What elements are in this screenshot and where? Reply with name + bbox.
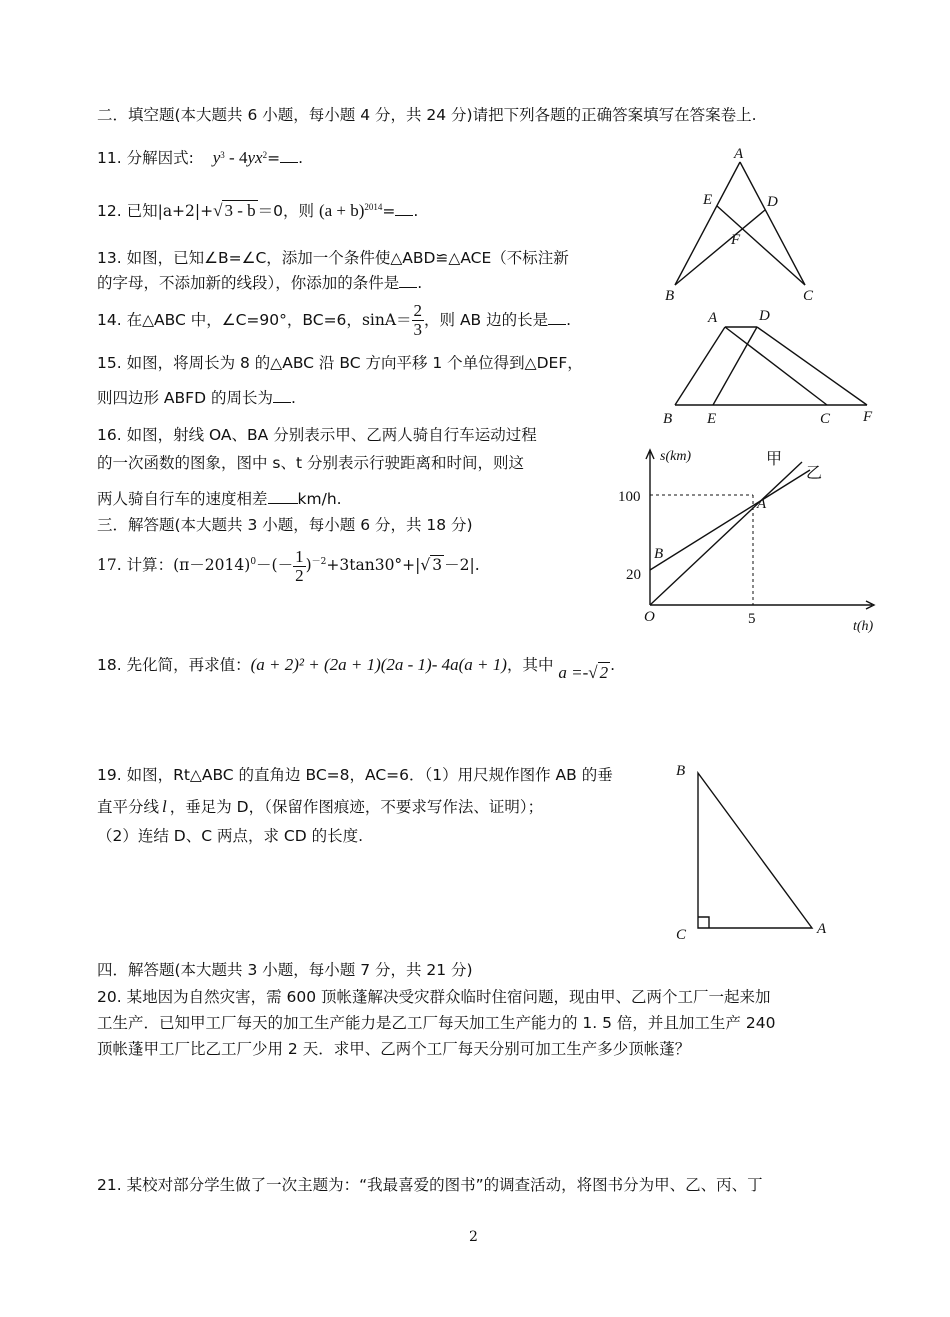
q17-exp2: －2 [311,557,327,567]
q19-line2a: 直平分线 [97,798,160,816]
q13-line1: 13. 如图，已知∠B=∠C，添加一个条件使△ABD≌△ACE（不标注新 [97,249,569,267]
fig3-line-BA-yi [650,470,810,570]
q12-abs: a+2|+ [162,202,214,220]
q12-label: 12. 已知| [97,202,163,220]
q14-suffix: ，则 AB 边的长是 [424,311,549,329]
q19-l: l [162,797,167,816]
q11-expression: $y^3 - 4yx^2$ [212,148,268,167]
page-number: 2 [469,1229,478,1245]
q19-line2b: ，垂足为 D，（保留作图痕迹，不要求写作法、证明）； [169,798,544,816]
q11-eq: = [267,149,281,167]
fig4-label-B: B [676,763,686,779]
q17-part3: +3tan30°+| [326,556,421,574]
q14-answer-blank[interactable] [548,324,566,325]
q19-line2 [97,797,543,817]
q15-line2 [97,388,296,408]
fig4-triangle [698,773,812,928]
figure-q16-graph [610,440,890,635]
fig1-label-E: E [703,192,713,208]
q13-line2-text: 的字母，不添加新的线段），你添加的条件是 [97,274,400,292]
fig3-tick-5: 5 [748,611,756,627]
q14-prefix: 14. 在△ABC 中，∠C=90°，BC=6， [97,311,362,329]
figure-q19 [670,755,845,945]
fig3-ylabel: s(km) [660,449,692,464]
fig2-label-B: B [663,411,673,427]
q15-line2-text: 则四边形 ABFD 的周长为 [97,389,273,407]
q12-answer-blank[interactable] [395,215,413,216]
fig1-label-A: A [734,146,744,162]
q17-part2: －(－ [256,556,294,574]
fig1-label-B: B [665,288,675,304]
q13-end: . [417,274,423,292]
section4-header: 四．解答题(本大题共 3 小题，每小题 7 分，共 21 分) [97,961,473,979]
q20-line2: 工生产．已知甲工厂每天的加工生产能力是乙工厂每天加工生产能力的 1. 5 倍，并且加工生产 240 [97,1014,776,1032]
fig1-label-F: F [731,232,741,248]
fig2-side-AB [675,327,725,405]
q21-line1: 21. 某校对部分学生做了一次主题为：“我最喜爱的图书”的调查活动，将图书分为甲、乙、丙、丁 [97,1176,763,1194]
q16-answer-blank[interactable] [268,503,298,504]
q14-num: 2 [413,301,423,320]
q15-end: . [290,389,296,407]
q12-radicand: 3 - b [224,201,256,220]
q12-base: (a + b) [318,201,365,220]
fig1-label-D: D [767,194,778,210]
q12-power [319,201,382,220]
q20-line3: 顶帐蓬甲工厂比乙工厂少用 2 天．求甲、乙两个工厂每天分别可加工生产多少顶帐蓬？ [97,1040,691,1058]
fig3-label-A: A [757,496,767,512]
fig2-label-D: D [759,308,770,324]
q11-end: . [298,149,303,167]
fig2-label-E: E [707,411,717,427]
fig2-label-F: F [863,409,873,425]
q12 [97,200,418,221]
figure-q13 [655,140,835,305]
q18 [97,655,616,682]
q12-eq: = [382,202,396,220]
q17-part4: －2|. [444,556,480,574]
figure-q15 [655,302,885,432]
fig4-right-angle-mark [698,917,709,928]
q14-fraction [412,302,425,339]
q14-den: 3 [413,320,423,339]
q18-prefix: 18. 先化简，再求值： [97,656,251,674]
fig4-label-A: A [817,921,827,937]
q12-end: . [413,202,419,220]
fig3-tick-100: 100 [618,489,641,505]
fig3-label-B: B [654,546,664,562]
fig1-segment-BD [675,210,765,285]
fig1-side-AB [675,162,740,285]
fig3-xlabel: t(h) [853,619,874,634]
q17-radicand: 3 [432,556,443,574]
q20-line1: 20. 某地因为自然灾害，需 600 顶帐蓬解决受灾群众临时住宿问题，现由甲、乙两个工厂一起来加 [97,988,771,1006]
fig2-side-DE [713,327,757,405]
q16-line1: 16. 如图，射线 OA、BA 分别表示甲、乙两人骑自行车运动过程 [97,426,537,444]
q17: 17. 计算：$(\pi-2014)^0-(-$ $\frac{1}{2}$ )$^{-2}$+3tan30°+|√ 3 －2|. [97,546,480,585]
q15-answer-blank[interactable] [273,402,291,403]
q16-line3 [97,489,342,509]
fig3-label-O: O [644,609,655,625]
q17-num: 1 [295,546,304,566]
q15-line1: 15. 如图，将周长为 8 的△ABC 沿 BC 方向平移 1 个单位得到△DEF， [97,354,583,372]
q17-exp0: 0 [250,557,257,567]
fig1-label-C: C [803,288,814,304]
q18-condition: a =-√ 2 [558,663,609,682]
q17-prefix: 17. 计算：(π－2014) [97,556,251,574]
q18-mid: ，其中 [506,656,554,674]
q16-unit: km/h. [297,490,342,508]
section2-header: 二．填空题(本大题共 6 小题，每小题 4 分，共 24 分)请把下列各题的正确答案填写在答案卷上. [97,106,757,124]
fig3-label-yi: 乙 [806,463,823,482]
q18-cond: a =- [558,663,589,682]
q14 [97,300,571,340]
q19-line3: （2）连结 D、C 两点，求 CD 的长度. [97,827,364,845]
fig3-label-jia: 甲 [766,449,783,468]
q11 [97,148,303,168]
q14-end: . [566,311,572,329]
q13-answer-blank[interactable] [399,287,417,288]
q19-line1: 19. 如图，Rt△ABC 的直角边 BC=8，AC=6．（1）用尺规作图作 AB 的垂 [97,766,613,784]
q17-fraction [293,548,306,585]
q16-line3-text: 两人骑自行车的速度相差 [97,490,268,508]
q14-sin: sinA＝ [361,311,412,329]
q18-radicand: 2 [599,663,609,682]
q13-line2 [97,273,422,293]
section3-header: 三．解答题(本大题共 3 小题，每小题 6 分，共 18 分) [97,516,473,534]
q17-den: 2 [295,565,304,585]
q18-end: . [610,656,616,674]
fig3-tick-20: 20 [626,567,641,583]
q11-label: 11. 分解因式: [97,149,194,167]
q18-expression: (a + 2)² + (2a + 1)(2a - 1)- 4a(a + 1) [250,655,507,674]
q12-eq0: ＝0，则 [257,202,315,220]
fig2-label-A: A [708,310,718,326]
fig4-label-C: C [676,927,687,943]
fig2-label-C: C [820,411,831,427]
q11-answer-blank[interactable] [280,162,298,163]
q12-sqrt: √ 3 - b [213,201,256,220]
q12-exp: 2014 [364,202,383,212]
fig3-line-OA-jia [650,462,802,605]
q16-line2: 的一次函数的图象，图中 s、t 分别表示行驶距离和时间，则这 [97,454,525,472]
